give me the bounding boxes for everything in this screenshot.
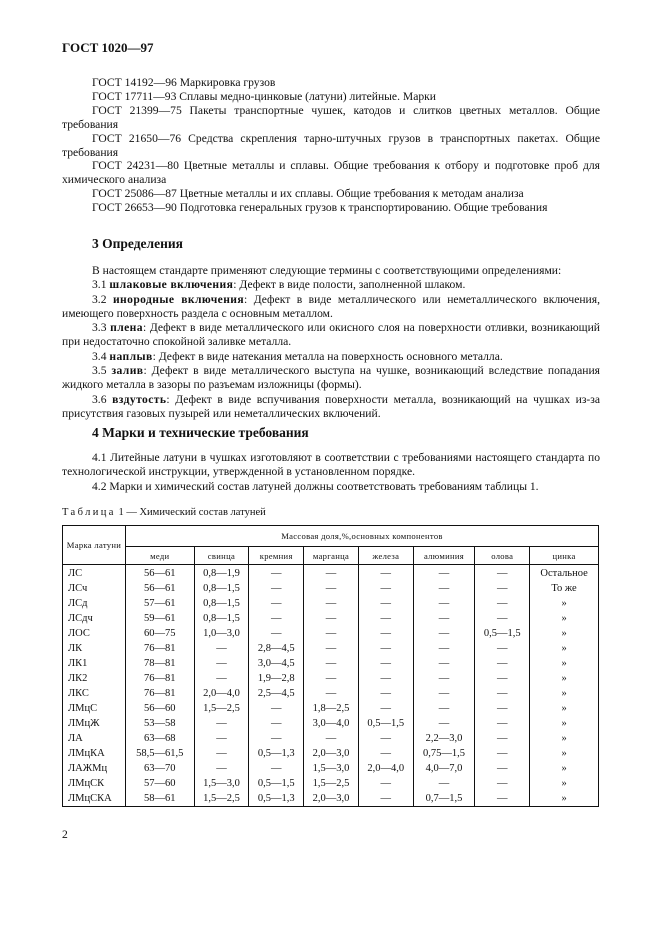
value-cell: Остальное (530, 565, 599, 582)
value-cell: 3,0—4,0 (304, 716, 359, 731)
section-4-paragraph-2: 4.2 Марки и химический состав латуней должны соответствовать требованиям таблицы 1. (92, 479, 539, 493)
value-cell: 0,5—1,3 (249, 746, 304, 761)
brand-cell: ЛСч (63, 582, 126, 597)
definition-text: : Дефект в виде вспучивания поверхности металла, возникающий на чушках из-за присутствия газовых пузырей или неметаллических включений. (62, 392, 601, 420)
value-cell: » (530, 716, 599, 731)
value-cell: — (475, 716, 530, 731)
value-cell: — (358, 657, 413, 672)
value-cell: 53—58 (126, 716, 195, 731)
reference-item: ГОСТ 24231—80 Цветные металлы и сплавы. Общие требования к отбору и подготовке проб для химического анализа (62, 159, 600, 187)
definition-item (62, 278, 600, 292)
value-cell: — (475, 642, 530, 657)
value-cell: — (304, 687, 359, 702)
section-3-title: 3 Определения (92, 236, 183, 251)
table-row (63, 582, 599, 597)
value-cell: — (304, 657, 359, 672)
value-cell: — (304, 582, 359, 597)
value-cell: 0,7—1,5 (413, 791, 475, 806)
value-cell: — (413, 716, 475, 731)
value-cell: 56—61 (126, 582, 195, 597)
value-cell: — (194, 716, 249, 731)
value-cell: 57—60 (126, 776, 195, 791)
value-cell: 2,0—3,0 (304, 791, 359, 806)
value-cell: » (530, 597, 599, 612)
component-header-row (63, 547, 599, 565)
value-cell: 1,5—2,5 (304, 776, 359, 791)
brand-cell: ЛСд (63, 597, 126, 612)
table-caption-label: Таблица (62, 507, 116, 518)
value-cell: — (413, 642, 475, 657)
value-cell: 1,9—2,8 (249, 672, 304, 687)
table-row (63, 716, 599, 731)
value-cell: — (413, 701, 475, 716)
value-cell: — (249, 612, 304, 627)
value-cell: » (530, 687, 599, 702)
table-row (63, 791, 599, 806)
value-cell: — (249, 701, 304, 716)
definition-text: : Дефект в виде металлического выступа на чушке, возникающий вследствие попадания жидкого металла в зазоры по разъемам изложницы (формы). (62, 364, 601, 392)
definition-item (62, 393, 600, 422)
definition-text: : Дефект в виде металлического или неметаллического включения, имеющего поверхность раздела с основным металлом. (62, 292, 600, 320)
value-cell: — (194, 642, 249, 657)
value-cell: 2,2—3,0 (413, 731, 475, 746)
value-cell: — (194, 761, 249, 776)
value-cell: — (475, 612, 530, 627)
table-row (63, 761, 599, 776)
definition-term: залив (111, 364, 144, 378)
value-cell: — (249, 731, 304, 746)
reference-item: ГОСТ 21650—76 Средства скрепления тарно-штучных грузов в транспортных пакетах. Общие требования (62, 131, 600, 159)
value-cell: 4,0—7,0 (413, 761, 475, 776)
value-cell: — (475, 761, 530, 776)
value-cell: — (475, 731, 530, 746)
reference-item: ГОСТ 26653—90 Подготовка генеральных грузов к транспортированию. Общие требования (92, 201, 548, 215)
value-cell: » (530, 627, 599, 642)
value-cell: 2,0—4,0 (358, 761, 413, 776)
brand-cell: ЛМцКА (63, 746, 126, 761)
value-cell: » (530, 657, 599, 672)
definition-item (62, 293, 600, 322)
table-row (63, 657, 599, 672)
value-cell: 56—60 (126, 701, 195, 716)
value-cell: — (413, 627, 475, 642)
value-cell: — (358, 627, 413, 642)
component-column-header: кремния (249, 547, 304, 565)
value-cell: 2,0—4,0 (194, 687, 249, 702)
table-row (63, 731, 599, 746)
value-cell: 0,5—1,5 (475, 627, 530, 642)
reference-item: ГОСТ 21399—75 Пакеты транспортные чушек, катодов и слитков цветных металлов. Общие требования (62, 103, 600, 131)
section-4-title: 4 Марки и технические требования (92, 425, 309, 440)
normative-references (62, 76, 600, 215)
definition-text: : Дефект в виде металлического или окисного слоя на поверхности отливки, возникающий при недостаточно спокойной заливке металла. (62, 321, 600, 349)
value-cell: — (358, 746, 413, 761)
brand-cell: ЛКС (63, 687, 126, 702)
definition-item (62, 350, 600, 364)
value-cell: 0,8—1,5 (194, 582, 249, 597)
definition-term: плена (110, 321, 143, 335)
value-cell: — (358, 731, 413, 746)
definition-number: 3.6 (92, 392, 107, 406)
value-cell: 59—61 (126, 612, 195, 627)
value-cell: 3,0—4,5 (249, 657, 304, 672)
definition-number: 3.3 (92, 321, 107, 335)
definition-term: вздутость (112, 392, 167, 406)
brand-cell: ЛСдч (63, 612, 126, 627)
brand-cell: ЛМцС (63, 701, 126, 716)
component-column-header: меди (126, 547, 195, 565)
value-cell: » (530, 761, 599, 776)
definition-text: : Дефект в виде натекания металла на поверхность основного металла. (152, 349, 503, 363)
value-cell: 0,8—1,5 (194, 612, 249, 627)
value-cell: — (358, 776, 413, 791)
value-cell: 0,75—1,5 (413, 746, 475, 761)
value-cell: — (413, 565, 475, 582)
table-row (63, 627, 599, 642)
section-3-body (62, 264, 600, 421)
value-cell: 58,5—61,5 (126, 746, 195, 761)
value-cell: — (249, 627, 304, 642)
value-cell: — (413, 612, 475, 627)
table-row (63, 687, 599, 702)
table-row (63, 701, 599, 716)
page-number: 2 (62, 828, 68, 841)
section-4-paragraph-1: 4.1 Литейные латуни в чушках изготовляют в соответствии с требованиями настоящего стандарта по технологической инструкции, утвержденной в установленном порядке. (62, 451, 600, 479)
value-cell: — (413, 597, 475, 612)
value-cell: — (475, 582, 530, 597)
value-cell: 60—75 (126, 627, 195, 642)
value-cell: То же (530, 582, 599, 597)
value-cell: » (530, 672, 599, 687)
definition-number: 3.2 (92, 292, 107, 306)
value-cell: 58—61 (126, 791, 195, 806)
value-cell: — (413, 582, 475, 597)
brand-column-header: Марка латуни (63, 526, 126, 565)
reference-item: ГОСТ 14192—96 Маркировка грузов (92, 76, 276, 89)
value-cell: — (358, 642, 413, 657)
definition-item (62, 364, 600, 393)
value-cell: — (358, 672, 413, 687)
value-cell: — (358, 612, 413, 627)
value-cell: — (304, 565, 359, 582)
reference-item: ГОСТ 17711—93 Сплавы медно-цинковые (латуни) литейные. Марки (92, 89, 436, 103)
table-row (63, 746, 599, 761)
value-cell: — (194, 657, 249, 672)
table-body (63, 565, 599, 807)
value-cell: 78—81 (126, 657, 195, 672)
component-column-header: марганца (304, 547, 359, 565)
value-cell: — (413, 672, 475, 687)
brand-cell: ЛОС (63, 627, 126, 642)
value-cell: — (475, 687, 530, 702)
value-cell: — (304, 597, 359, 612)
chemical-composition-table (62, 525, 599, 807)
definition-number: 3.1 (92, 278, 107, 292)
value-cell: — (358, 701, 413, 716)
table-row (63, 612, 599, 627)
table-caption-text: 1 — Химический состав латуней (118, 507, 266, 518)
value-cell: » (530, 701, 599, 716)
value-cell: » (530, 791, 599, 806)
definition-term: наплыв (109, 349, 153, 363)
value-cell: 1,5—2,5 (194, 701, 249, 716)
brand-cell: ЛМцСКА (63, 791, 126, 806)
value-cell: — (304, 731, 359, 746)
value-cell: 0,5—1,5 (358, 716, 413, 731)
value-cell: — (304, 672, 359, 687)
definition-term: шлаковые включения (109, 278, 234, 292)
value-cell: 1,5—3,0 (304, 761, 359, 776)
value-cell: — (249, 716, 304, 731)
value-cell: » (530, 731, 599, 746)
value-cell: 0,8—1,9 (194, 565, 249, 582)
section-3-intro: В настоящем стандарте применяют следующие термины с соответствующими определениями: (92, 264, 562, 277)
definition-term: инородные включения (112, 292, 245, 306)
value-cell: — (475, 565, 530, 582)
value-cell: — (475, 597, 530, 612)
value-cell: 76—81 (126, 642, 195, 657)
value-cell: — (475, 657, 530, 672)
value-cell: — (194, 672, 249, 687)
component-column-header: алюминия (413, 547, 475, 565)
value-cell: » (530, 642, 599, 657)
definition-number: 3.4 (92, 349, 107, 363)
reference-item: ГОСТ 25086—87 Цветные металлы и их сплавы. Общие требования к методам анализа (92, 187, 524, 201)
value-cell: 1,8—2,5 (304, 701, 359, 716)
value-cell: — (358, 565, 413, 582)
value-cell: — (358, 791, 413, 806)
value-cell: 76—81 (126, 687, 195, 702)
value-cell: 63—70 (126, 761, 195, 776)
value-cell: 56—61 (126, 565, 195, 582)
table-row (63, 565, 599, 582)
table-row (63, 672, 599, 687)
value-cell: 76—81 (126, 672, 195, 687)
value-cell: — (413, 687, 475, 702)
value-cell: 2,8—4,5 (249, 642, 304, 657)
section-4-body (62, 451, 600, 494)
definition-item (62, 321, 600, 350)
value-cell: — (249, 565, 304, 582)
brand-cell: ЛК2 (63, 672, 126, 687)
value-cell: — (475, 746, 530, 761)
value-cell: 0,5—1,3 (249, 791, 304, 806)
value-cell: — (475, 672, 530, 687)
value-cell: — (304, 642, 359, 657)
value-cell: — (249, 761, 304, 776)
brand-cell: ЛК1 (63, 657, 126, 672)
table-row (63, 597, 599, 612)
value-cell: 0,5—1,5 (249, 776, 304, 791)
value-cell: — (358, 687, 413, 702)
brand-cell: ЛМцЖ (63, 716, 126, 731)
value-cell: 1,0—3,0 (194, 627, 249, 642)
value-cell: » (530, 776, 599, 791)
table-row (63, 642, 599, 657)
value-cell: — (358, 582, 413, 597)
brand-cell: ЛАЖМц (63, 761, 126, 776)
value-cell: » (530, 612, 599, 627)
brand-cell: ЛМцСК (63, 776, 126, 791)
brand-cell: ЛК (63, 642, 126, 657)
value-cell: — (194, 731, 249, 746)
component-column-header: олова (475, 547, 530, 565)
table-caption (62, 507, 266, 518)
value-cell: 1,5—2,5 (194, 791, 249, 806)
definition-number: 3.5 (92, 364, 107, 378)
value-cell: — (413, 776, 475, 791)
page-header: ГОСТ 1020—97 (62, 40, 154, 55)
value-cell: 0,8—1,5 (194, 597, 249, 612)
value-cell: 63—68 (126, 731, 195, 746)
value-cell: — (194, 746, 249, 761)
value-cell: — (304, 612, 359, 627)
value-cell: — (475, 791, 530, 806)
component-column-header: цинка (530, 547, 599, 565)
table-row (63, 776, 599, 791)
value-cell: — (304, 627, 359, 642)
value-cell: 2,0—3,0 (304, 746, 359, 761)
value-cell: — (249, 582, 304, 597)
brand-cell: ЛС (63, 565, 126, 582)
component-column-header: железа (358, 547, 413, 565)
value-cell: — (475, 701, 530, 716)
value-cell: 2,5—4,5 (249, 687, 304, 702)
definition-text: : Дефект в виде полости, заполненной шлаком. (233, 278, 466, 292)
value-cell: — (475, 776, 530, 791)
value-cell: — (413, 657, 475, 672)
brand-cell: ЛА (63, 731, 126, 746)
group-column-header: Массовая доля,%,основных компонентов (126, 526, 599, 547)
value-cell: — (249, 597, 304, 612)
value-cell: 1,5—3,0 (194, 776, 249, 791)
value-cell: » (530, 746, 599, 761)
value-cell: — (358, 597, 413, 612)
value-cell: 57—61 (126, 597, 195, 612)
component-column-header: свинца (194, 547, 249, 565)
